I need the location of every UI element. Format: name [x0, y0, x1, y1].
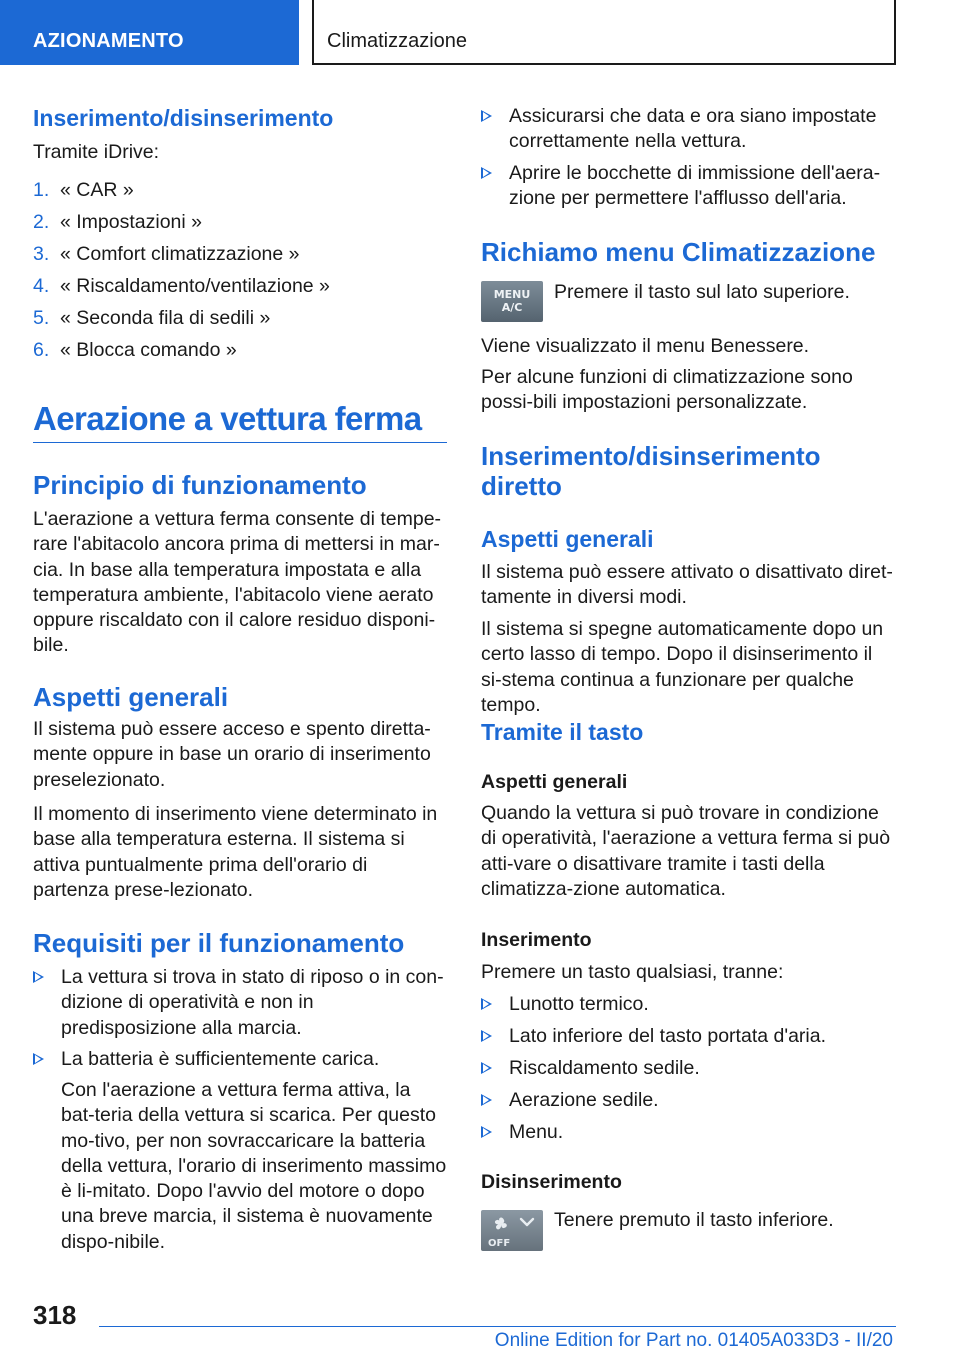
menu-paragraph-2: Per alcune funzioni di climatizzazione sono possi-bili impostazioni personalizzate.	[481, 366, 853, 414]
off-instruction: Tenere premuto il tasto inferiore.	[554, 1209, 834, 1231]
step-text: « CAR »	[60, 179, 134, 201]
svg-text:OFF: OFF	[488, 1238, 511, 1249]
step-number: 5.	[33, 307, 50, 329]
triangle-bullet-icon	[33, 971, 44, 983]
fan-off-button-icon	[481, 1210, 543, 1251]
step-number: 2.	[33, 211, 50, 233]
bullet-item	[481, 1088, 895, 1113]
triangle-bullet-icon	[481, 1062, 492, 1074]
bullet-text: Aprire le bocchette di immissione dell'aera-zione per permettere l'afflusso dell'aria.	[509, 162, 881, 210]
heading-aspetti-generali-tasto: Aspetti generali	[481, 771, 628, 793]
general-paragraph-2: Il momento di inserimento viene determinato in base alla temperatura esterna. Il sistema si attiva puntualmente prima dell'orario di partenza prese-lezionato.	[33, 803, 438, 901]
direct-paragraph-2: Il sistema si spegne automaticamente dopo un certo lasso di tempo. Dopo il disinserimento il si-stema continua a funzionare per qualche tempo.	[481, 618, 884, 716]
bullet-item	[481, 104, 895, 155]
heading-requisiti: Requisiti per il funzionamento	[33, 928, 405, 958]
bullet-item	[481, 1120, 895, 1145]
menu-ac-button-icon: MENU A/C	[481, 281, 543, 322]
header-section-label: AZIONAMENTO	[33, 30, 184, 52]
bullet-text: La vettura si trova in stato di riposo o in con-dizione di operatività e non in predisposizione alla marcia.	[61, 966, 444, 1039]
header-chapter-label: Climatizzazione	[327, 30, 468, 52]
footer-divider	[99, 1326, 896, 1327]
triangle-bullet-icon	[481, 1094, 492, 1106]
menu-paragraph-1: Viene visualizzato il menu Benessere.	[481, 335, 810, 357]
bullet-text: Assicurarsi che data e ora siano impostate correttamente nella vettura.	[509, 105, 877, 153]
triangle-bullet-icon	[481, 1126, 492, 1138]
heading-divider	[33, 442, 447, 443]
step-text: « Blocca comando »	[60, 339, 237, 361]
key-general-paragraph: Quando la vettura si può trovare in condizione di operatività, l'aerazione a vettura ferma si può atti-vare o disattivare tramite i tasti della climatizza-zione automatica.	[481, 802, 891, 900]
heading-inserimento-diretto: Inserimento/disinserimento diretto	[481, 441, 821, 501]
bullet-text: Menu.	[509, 1121, 564, 1143]
on-paragraph: Premere un tasto qualsiasi, tranne:	[481, 961, 784, 983]
step-number: 4.	[33, 275, 50, 297]
principle-paragraph: L'aerazione a vettura ferma consente di tempe-rare l'abitacolo ancora prima di mettersi in mar-cia. In base alla temperatura impostata e alla temperatura ambiente, l'abitacolo viene aerato oppure riscaldato con il calore residuo disponi-bile.	[33, 508, 442, 657]
heading-inserimento-tasto: Inserimento	[481, 929, 592, 951]
bullet-item	[33, 965, 447, 1041]
idrive-intro: Tramite iDrive:	[33, 141, 160, 163]
step-text: « Impostazioni »	[60, 211, 202, 233]
bullet-text: Riscaldamento sedile.	[509, 1057, 700, 1079]
bullet-item	[481, 992, 895, 1017]
triangle-bullet-icon	[33, 1053, 44, 1065]
heading-disinserimento: Disinserimento	[481, 1171, 622, 1193]
heading-richiamo-menu: Richiamo menu Climatizzazione	[481, 237, 876, 267]
bullet-item	[481, 1024, 895, 1049]
step-text: « Seconda fila di sedili »	[60, 307, 271, 329]
big-heading-aerazione: Aerazione a vettura ferma	[33, 400, 422, 437]
step-number: 3.	[33, 243, 50, 265]
direct-paragraph-1: Il sistema può essere attivato o disattivato diret-tamente in diversi modi.	[481, 561, 893, 609]
footer-edition: Online Edition for Part no. 01405A033D3 - II/20	[494, 1330, 893, 1351]
header-chapter-tab	[312, 0, 896, 65]
triangle-bullet-icon	[481, 1030, 492, 1042]
bullet-text: Aerazione sedile.	[509, 1089, 659, 1111]
bullet-text: Lato inferiore del tasto portata d'aria.	[509, 1025, 826, 1047]
menu-instruction: Premere il tasto sul lato superiore.	[554, 281, 850, 303]
heading-principio: Principio di funzionamento	[33, 470, 367, 500]
general-paragraph-1: Il sistema può essere acceso e spento diretta-mente oppure in base un orario di inserimento preselezionato.	[33, 718, 431, 791]
heading-inserimento: Inserimento/disinserimento	[33, 105, 334, 131]
bullet-item	[33, 1047, 447, 1072]
step-number: 6.	[33, 339, 50, 361]
step-text: « Comfort climatizzazione »	[60, 243, 300, 265]
bullet-text: Lunotto termico.	[509, 993, 649, 1015]
bullet-item	[481, 1056, 895, 1081]
triangle-bullet-icon	[481, 998, 492, 1010]
step-text: « Riscaldamento/ventilazione »	[60, 275, 330, 297]
bullet-item	[481, 161, 895, 212]
step-number: 1.	[33, 179, 50, 201]
heading-tramite-tasto: Tramite il tasto	[481, 719, 644, 745]
fan-icon	[481, 1210, 543, 1251]
bullet-text: La batteria è sufficientemente carica.	[61, 1048, 380, 1070]
heading-aspetti-generali: Aspetti generali	[33, 682, 229, 712]
heading-aspetti-generali-right: Aspetti generali	[481, 526, 654, 552]
page-number: 318	[33, 1300, 77, 1330]
triangle-bullet-icon	[481, 110, 492, 122]
triangle-bullet-icon	[481, 167, 492, 179]
header-section-tab	[0, 0, 299, 65]
battery-note: Con l'aerazione a vettura ferma attiva, la bat-teria della vettura si scarica. Per questo mo-tivo, per non sovraccaricare la batteria della vettura, l'orario di inserimento massimo è li-mitato. Dopo l'avvio del motore o dopo una breve marcia, il sistema è nuovamente dispo-nibile.	[61, 1079, 447, 1253]
